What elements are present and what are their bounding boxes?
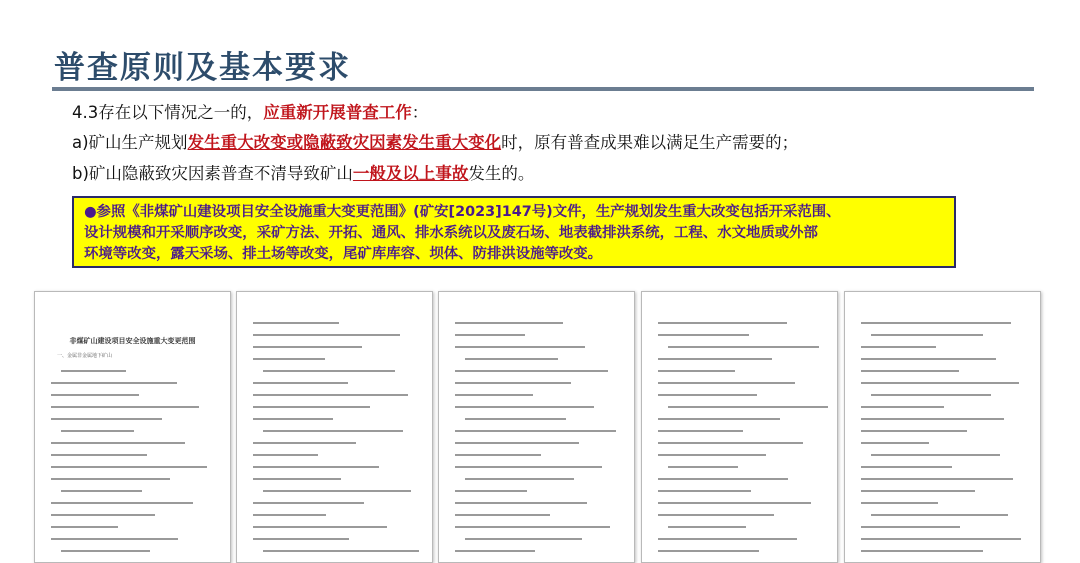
document-text-lines: [253, 322, 416, 563]
text-line: [465, 478, 574, 480]
text-line: [455, 430, 616, 432]
text-line: [253, 442, 356, 444]
text-line: [465, 358, 558, 360]
text-line: [253, 478, 341, 480]
text-line: [861, 442, 929, 444]
text-line: [668, 346, 820, 348]
text-line: [861, 322, 1011, 324]
text-line: [253, 322, 339, 324]
text-line: [253, 394, 408, 396]
note-line: 设计规模和开采顺序改变，采矿方法、开拓、通风、排水系统以及废石场、地表截排洪系统，工程、水文地质或外部: [84, 225, 818, 241]
text-line: [658, 322, 787, 324]
text-line: [61, 550, 151, 552]
text-line: [658, 538, 797, 540]
text-line: [861, 418, 1004, 420]
text-line: [263, 430, 403, 432]
text-line: [861, 550, 983, 552]
text-line: [668, 466, 738, 468]
item-a-highlight: 发生重大改变或隐蔽致灾因素发生重大变化: [187, 133, 502, 152]
text-line: [861, 466, 952, 468]
text-line: [263, 490, 411, 492]
text-line: [51, 442, 185, 444]
text-line: [871, 394, 992, 396]
text-line: [465, 418, 566, 420]
text-line: [253, 418, 333, 420]
text-line: [51, 466, 207, 468]
text-line: [861, 538, 1021, 540]
text-line: [455, 442, 579, 444]
text-line: [861, 490, 975, 492]
text-line: [658, 490, 751, 492]
document-text-lines: [455, 322, 618, 563]
text-line: [263, 550, 419, 552]
item-4-3: [72, 99, 428, 123]
text-line: [455, 346, 585, 348]
text-line: [51, 538, 178, 540]
text-line: [861, 382, 1019, 384]
document-heading: 非煤矿山建设项目安全设施重大变更范围: [69, 337, 196, 345]
text-line: [861, 502, 938, 504]
text-line: [455, 466, 602, 468]
text-line: [658, 370, 735, 372]
text-line: [253, 502, 364, 504]
text-line: [61, 430, 134, 432]
text-line: [861, 370, 959, 372]
text-line: [455, 514, 550, 516]
reference-note-box: [72, 196, 956, 268]
document-thumbnails: [0, 284, 1080, 550]
text-line: [658, 502, 811, 504]
text-line: [253, 538, 349, 540]
text-line: [253, 346, 362, 348]
document-page-2: [236, 291, 433, 563]
item-4-3-suffix: ：: [411, 103, 429, 122]
document-page-5: [844, 291, 1041, 563]
text-line: [465, 538, 582, 540]
note-line: 环境等改变，露天采场、排土场等改变，尾矿库库容、坝体、防排洪设施等改变。: [84, 246, 603, 262]
text-line: [861, 406, 944, 408]
text-line: [455, 322, 563, 324]
text-line: [658, 334, 749, 336]
text-line: [61, 370, 126, 372]
text-line: [455, 490, 527, 492]
item-4-3-prefix: 4.3存在以下情况之一的，: [72, 103, 264, 122]
text-line: [861, 526, 960, 528]
text-line: [253, 358, 325, 360]
text-line: [455, 334, 525, 336]
document-text-lines: [51, 370, 214, 563]
text-line: [455, 382, 571, 384]
text-line: [658, 478, 788, 480]
text-line: [253, 406, 370, 408]
item-a-suffix: 时，原有普查成果难以满足生产需要的；: [501, 133, 799, 152]
text-line: [253, 514, 326, 516]
text-line: [51, 502, 193, 504]
text-line: [658, 358, 772, 360]
text-line: [51, 478, 170, 480]
text-line: [861, 358, 996, 360]
text-line: [61, 490, 143, 492]
item-b-prefix: b)矿山隐蔽致灾因素普查不清导致矿山: [72, 164, 353, 183]
text-line: [871, 454, 1000, 456]
text-line: [455, 370, 608, 372]
text-line: [668, 406, 828, 408]
page-title: 普查原则及基本要求: [54, 50, 351, 86]
text-line: [861, 430, 967, 432]
text-line: [658, 442, 803, 444]
text-line: [51, 514, 155, 516]
text-line: [668, 526, 746, 528]
document-subheading: 一、金属非金属地下矿山: [57, 353, 113, 359]
document-page-1: [34, 291, 231, 563]
document-text-lines: [658, 322, 821, 563]
text-line: [658, 514, 774, 516]
text-line: [658, 430, 743, 432]
text-line: [455, 394, 533, 396]
text-line: [51, 418, 162, 420]
text-line: [455, 550, 535, 552]
text-line: [253, 454, 318, 456]
text-line: [658, 394, 757, 396]
text-line: [51, 382, 177, 384]
document-page-4: [641, 291, 838, 563]
text-line: [871, 514, 1008, 516]
item-a-prefix: a)矿山生产规划: [72, 133, 188, 152]
item-b-highlight: 一般及以上事故: [352, 164, 469, 183]
text-line: [51, 454, 147, 456]
text-line: [871, 334, 983, 336]
text-line: [861, 346, 936, 348]
text-line: [253, 382, 348, 384]
title-divider: [52, 87, 1034, 91]
text-line: [253, 334, 400, 336]
document-text-lines: [861, 322, 1024, 563]
item-4-3-highlight: 应重新开展普查工作: [263, 103, 412, 122]
document-page-3: [438, 291, 635, 563]
text-line: [455, 526, 610, 528]
note-line: ●参照《非煤矿山建设项目安全设施重大变更范围》(矿安[2023]147号)文件，生产规划发生重大改变包括开采范围、: [84, 204, 841, 220]
text-line: [658, 454, 766, 456]
text-line: [861, 478, 1013, 480]
item-b-suffix: 发生的。: [468, 164, 535, 183]
text-line: [51, 526, 118, 528]
item-b: [72, 160, 534, 184]
text-line: [455, 454, 541, 456]
text-line: [455, 502, 587, 504]
text-line: [253, 466, 379, 468]
text-line: [263, 370, 395, 372]
text-line: [658, 418, 780, 420]
text-line: [253, 526, 387, 528]
text-line: [51, 406, 199, 408]
text-line: [455, 406, 594, 408]
item-a: [72, 129, 798, 153]
text-line: [658, 382, 795, 384]
text-line: [658, 550, 759, 552]
text-line: [51, 394, 139, 396]
